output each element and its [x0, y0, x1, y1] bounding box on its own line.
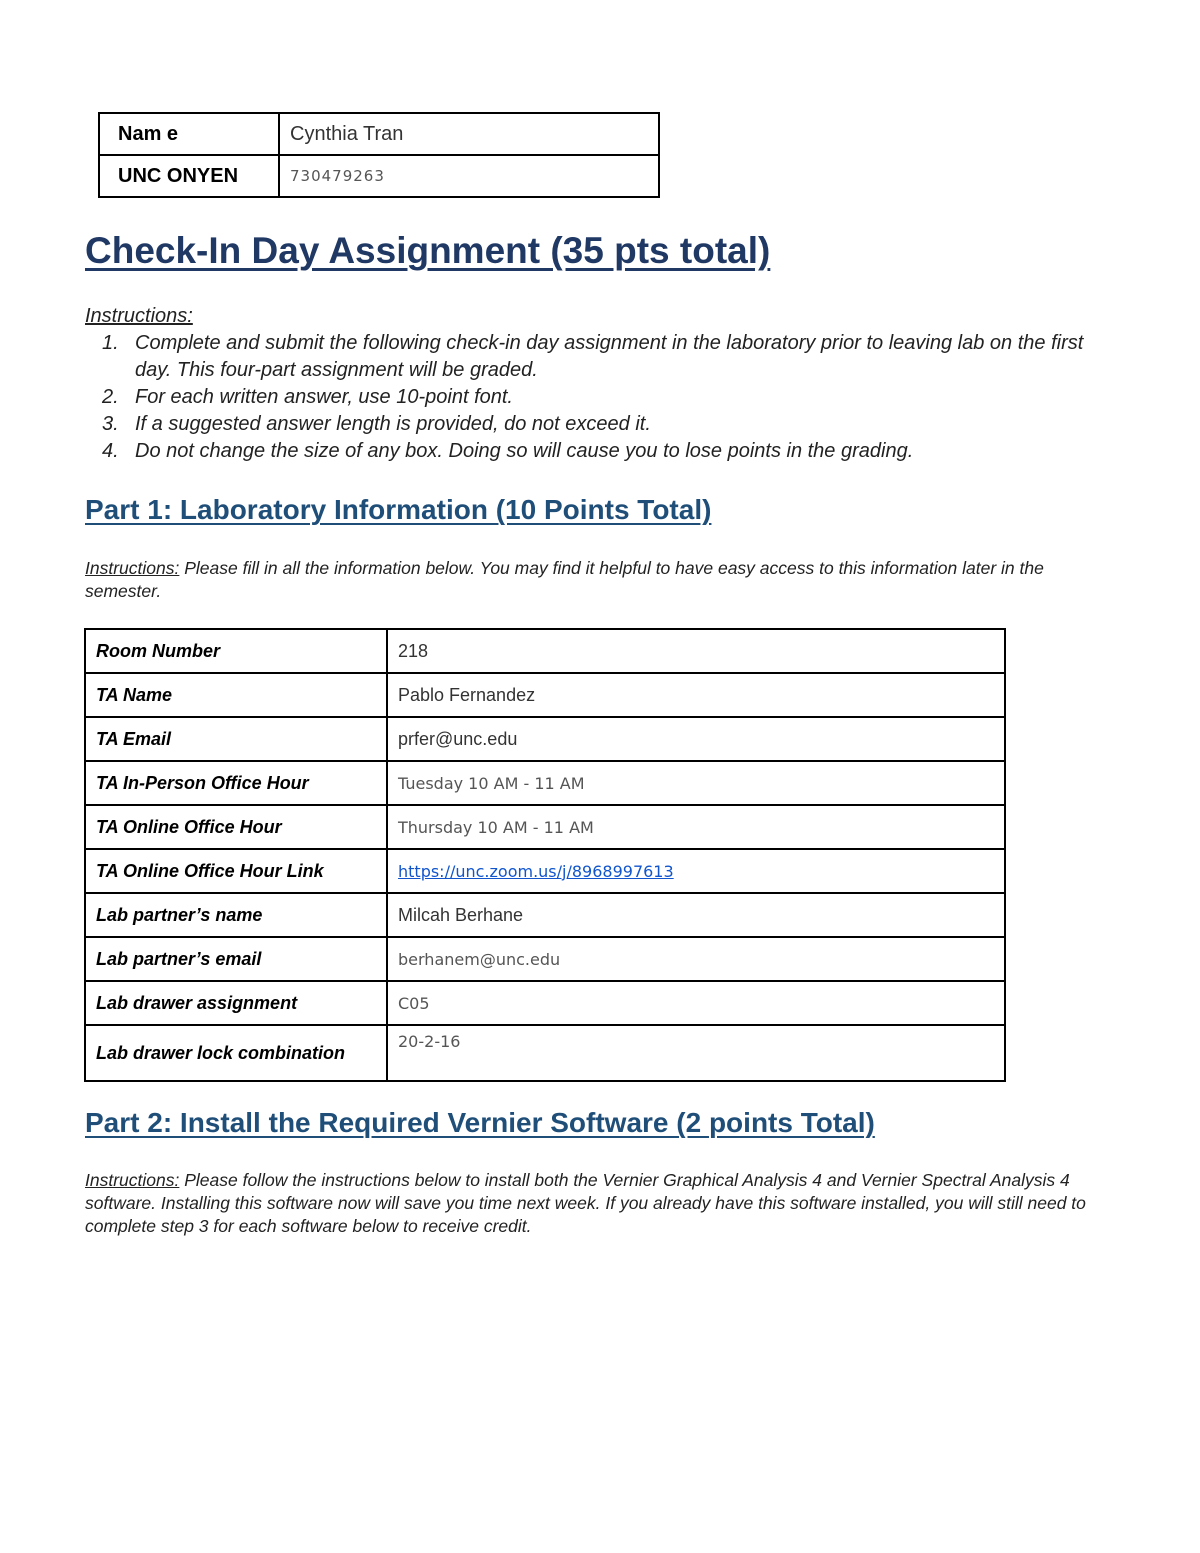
ta-online-link-label: TA Online Office Hour Link: [85, 849, 387, 893]
ta-in-person-hour-value[interactable]: Tuesday 10 AM - 11 AM: [387, 761, 1005, 805]
ta-in-person-hour-label: TA In-Person Office Hour: [85, 761, 387, 805]
part1-instructions-label: Instructions:: [85, 558, 180, 578]
instruction-number: 1.: [102, 332, 119, 354]
lab-drawer-value[interactable]: C05: [387, 981, 1005, 1025]
part2-instructions-label: Instructions:: [85, 1170, 180, 1190]
ta-email-label: TA Email: [85, 717, 387, 761]
part1-instructions-text: Please fill in all the information below. You may find it helpful to have easy access to this information later in the semester.: [85, 558, 1044, 601]
table-row: [85, 849, 1005, 893]
part1-heading: Part 1: Laboratory Information (10 Points Total): [85, 494, 712, 525]
lab-drawer-label: Lab drawer assignment: [85, 981, 387, 1025]
instruction-number: 3.: [102, 413, 119, 435]
instruction-number: 2.: [102, 386, 119, 408]
table-row: [85, 1025, 1005, 1081]
table-row: [85, 761, 1005, 805]
ta-name-value[interactable]: Pablo Fernandez: [387, 673, 1005, 717]
table-row: [85, 673, 1005, 717]
lab-partner-name-value[interactable]: Milcah Berhane: [387, 893, 1005, 937]
part1-instructions: [85, 557, 1115, 603]
lock-combination-label: Lab drawer lock combination: [85, 1025, 387, 1081]
table-row: [85, 981, 1005, 1025]
table-row: [85, 937, 1005, 981]
lock-combination-value[interactable]: 20-2-16: [387, 1025, 1005, 1081]
instruction-item: [85, 438, 1135, 465]
name-row: [99, 113, 659, 155]
part2-instructions: [85, 1169, 1115, 1238]
lab-partner-email-label: Lab partner’s email: [85, 937, 387, 981]
lab-partner-email-value[interactable]: berhanem@unc.edu: [387, 937, 1005, 981]
part2-instructions-text: Please follow the instructions below to install both the Vernier Graphical Analysis 4 and Vernier Spectral Analysis 4 software. Installing this software now will save you time next week. If you already have this software installed, you will still need to complete step 3 for each software below to receive credit.: [85, 1170, 1086, 1236]
ta-name-label: TA Name: [85, 673, 387, 717]
ta-online-hour-label: TA Online Office Hour: [85, 805, 387, 849]
instruction-item: [85, 384, 1135, 411]
lab-info-table: [84, 628, 1006, 1082]
instructions-list: [85, 330, 1135, 465]
instruction-item: [85, 330, 1135, 384]
instruction-text: Do not change the size of any box. Doing so will cause you to lose points in the grading.: [135, 440, 914, 462]
table-row: [85, 717, 1005, 761]
table-row: [85, 805, 1005, 849]
instruction-text: For each written answer, use 10-point font.: [135, 386, 513, 408]
instruction-number: 4.: [102, 440, 119, 462]
instruction-text: Complete and submit the following check-in day assignment in the laboratory prior to leaving lab on the first day. This four-part assignment will be graded.: [135, 332, 1084, 381]
onyen-label: UNC ONYEN: [99, 155, 279, 197]
instructions-label: Instructions:: [85, 305, 193, 327]
name-value[interactable]: Cynthia Tran: [279, 113, 659, 155]
instruction-item: [85, 411, 1135, 438]
room-number-label: Room Number: [85, 629, 387, 673]
part2-heading: Part 2: Install the Required Vernier Software (2 points Total): [85, 1107, 875, 1138]
page-title: Check-In Day Assignment (35 pts total): [85, 230, 771, 271]
instruction-text: If a suggested answer length is provided, do not exceed it.: [135, 413, 651, 435]
ta-email-value[interactable]: prfer@unc.edu: [387, 717, 1005, 761]
ta-online-hour-value[interactable]: Thursday 10 AM - 11 AM: [387, 805, 1005, 849]
general-instructions: [85, 303, 1135, 465]
room-number-value[interactable]: 218: [387, 629, 1005, 673]
table-row: [85, 893, 1005, 937]
student-info-table: [98, 112, 660, 198]
ta-online-link[interactable]: https://unc.zoom.us/j/8968997613: [387, 849, 1005, 893]
onyen-row: [99, 155, 659, 197]
table-row: [85, 629, 1005, 673]
lab-partner-name-label: Lab partner’s name: [85, 893, 387, 937]
onyen-value[interactable]: 730479263: [279, 155, 659, 197]
name-label: Nam e: [99, 113, 279, 155]
